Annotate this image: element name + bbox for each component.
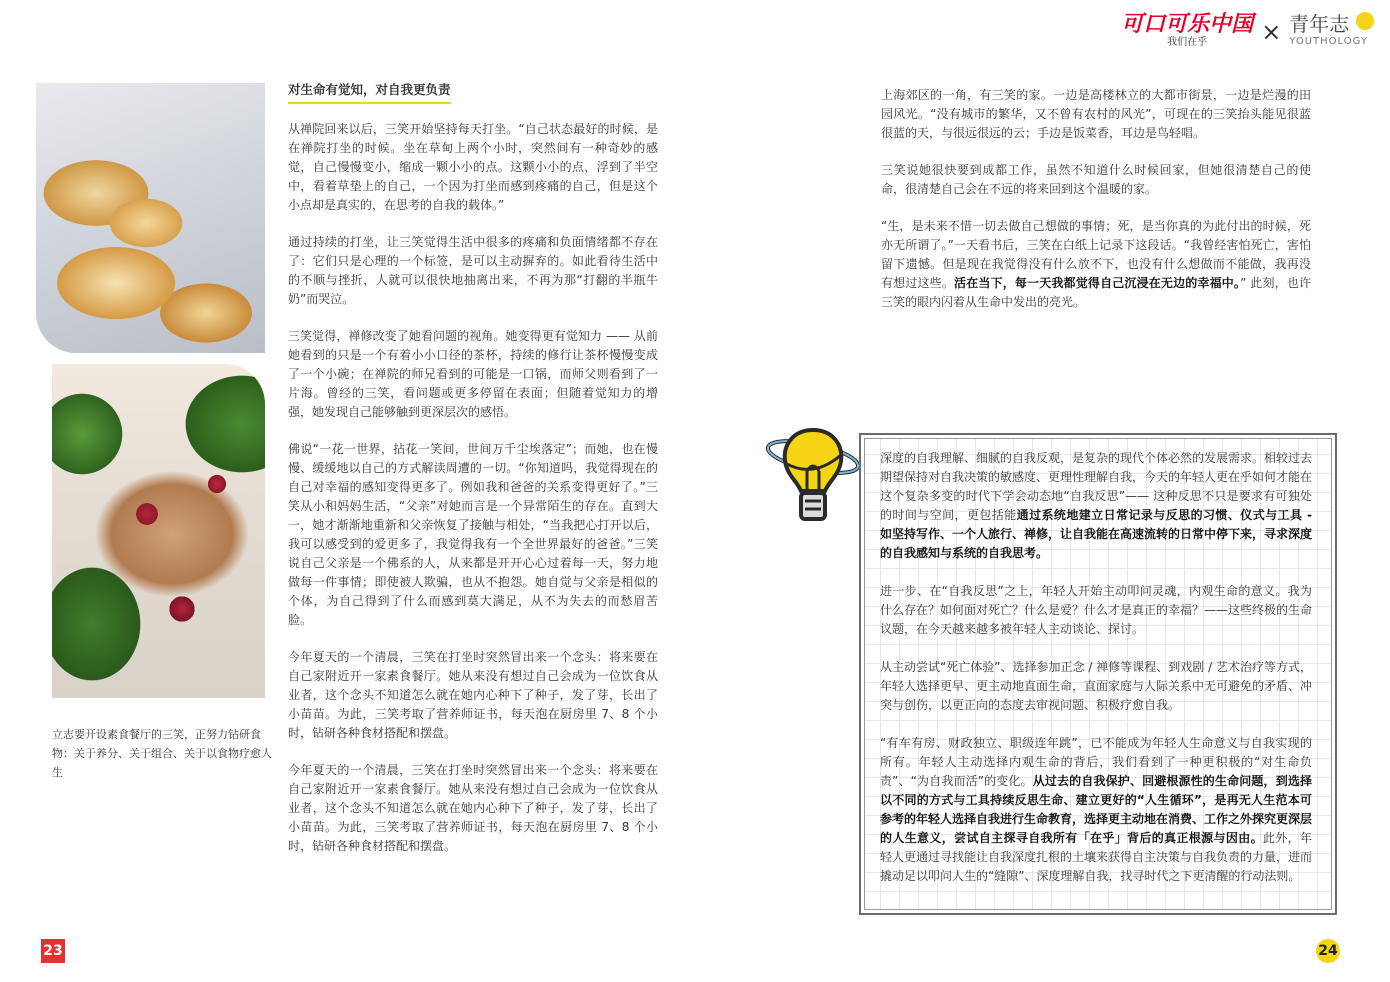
header-logos [1121, 14, 1368, 48]
coca-cola-china-logo: 可口可乐中国 我们在乎 [1121, 12, 1254, 48]
paragraph: 佛说“一花一世界，拈花一笑间，世间万千尘埃落定”；而她，也在慢慢、缓缓地以自己的方式解读周遭的一切。“你知道吗，我觉得现在的自己对幸福的感知变得更多了。例如我和爸爸的关系变得更好了。”三笑从小和妈妈生活，“父亲”对她而言是一个异常陌生的存在。直到大一，她才渐渐地重新和父亲恢复了接触与相处，“当我把心打开以后，我可以感受到的爱更多了，我觉得我有一个全世界最好的爸爸。”三笑说自己父亲是一个佛系的人，从来都是开开心心过着每一天，努力地做每一件事情；即使被人欺骗，也从不抱怨。她自觉与父亲是相似的个体，为自己得到了什么而感到莫大满足，从不为失去的而愁眉苦脸。 [288, 442, 658, 627]
paragraph: 三笑觉得，禅修改变了她看问题的视角。她变得更有觉知力 —— 从前她看到的只是一个有着小小口径的茶杯，持续的修行让茶杯慢慢变成了一个小碗；在禅院的师兄看到的可能是一口锅，而师父则看到了一片海。曾经的三笑，看问题或更多停留在表面；但随着觉知力的增强，她发现自己能够触到更深层次的感悟。 [288, 329, 658, 419]
paragraph: “有车有房、财政独立、职级连年跳”，已不能成为年轻人生命意义与自我实现的所有。年轻人主动选择内观生命的背后，我们看到了一种更积极的“对生命负责”、“为自我而活”的变化。从过去的自我保护、回避根源性的生命问题，到选择以不同的方式与工具持续反思生命、建立更好的“人生循环”，是再无人生范本可参考的年轻人选择自我进行生命教育，选择更主动地在消费、工作之外探究更深层的人生意义，尝试自主探寻自我所有「在乎」背后的真正根源与因由。此外，年轻人更通过寻找能让自我深度扎根的土壤来获得自主决策与自我负责的力量，进而撬动足以叩问人生的“缝隙”、深度理解自我，找寻时代之下更清醒的行动法则。 [880, 736, 1313, 883]
insight-box [859, 433, 1337, 915]
yellow-dot-icon [1356, 12, 1374, 30]
youthology-logo: 青年志 YOUTHOLOGY [1289, 14, 1368, 47]
toast-chips-photo [36, 83, 265, 353]
paragraph: “生，是未来不惜一切去做自己想做的事情；死，是当你真的为此付出的时候，死亦无所谓了。”一天看书后，三笑在白纸上记录下这段话。“我曾经害怕死亡，害怕留下遗憾。但是现在我觉得没有什么放不下，也没有什么想做而不能做，我再没有想过这些。活在当下，每一天我都觉得自己沉浸在无边的幸福中。” 此刻，也许三笑的眼内闪着从生命中发出的亮光。 [881, 219, 1311, 309]
insight-text [880, 449, 1312, 905]
page-number-left: 23 [41, 939, 65, 963]
paragraph: 三笑说她很快要到成都工作，虽然不知道什么时候回家，但她很清楚自己的使命，很清楚自己会在不远的将来回到这个温暖的家。 [881, 163, 1311, 196]
paragraph: 今年夏天的一个清晨，三笑在打坐时突然冒出来一个念头：将来要在自己家附近开一家素食餐厅。她从来没有想过自己会成为一位饮食从业者，这个念头不知道怎么就在她内心种下了种子，发了芽，长出了小苗苗。为此，三笑考取了营养师证书，每天泡在厨房里 7、8 个小时，钻研各种食材搭配和摆盘。 [288, 763, 658, 853]
paragraph: 从主动尝试“死亡体验”、选择参加正念 / 禅修等课程、到戏剧 / 艺术治疗等方式，年轻人选择更早、更主动地直面生命，直面家庭与人际关系中无可避免的矛盾、冲突与创伤，以更正向的态度去审视问题、积极疗愈自我。 [880, 660, 1313, 712]
paragraph: 进一步、在“自我反思”之上，年轻人开始主动叩问灵魂，内观生命的意义。我为什么存在？如何面对死亡？什么是爱？什么才是真正的幸福？——这些终极的生命议题，在今天越来越多被年轻人主动谈论、探讨。 [880, 584, 1313, 636]
lightbulb-planet-icon [763, 425, 863, 535]
section-heading: 对生命有觉知，对自我更负责 [288, 80, 451, 104]
right-article-column [881, 86, 1311, 330]
page-number-right: 24 [1316, 939, 1340, 963]
paragraph: 从禅院回来以后，三笑开始坚持每天打坐。“自己状态最好的时候，是在禅院打坐的时候。坐在草甸上两个小时，突然间有一种奇妙的感觉，自己慢慢变小，缩成一颗小小的点。这颗小小的点，浮到了半空中，看着草垫上的自己，一个因为打坐而感到疼痛的自己，但是这个小点却是真实的，在思考的自我的载体。” [288, 122, 658, 212]
paragraph: 今年夏天的一个清晨，三笑在打坐时突然冒出来一个念头：将来要在自己家附近开一家素食餐厅。她从来没有想过自己会成为一位饮食从业者，这个念头不知道怎么就在她内心种下了种子，发了芽，长出了小苗苗。为此，三笑考取了营养师证书，每天泡在厨房里 7、8 个小时，钻研各种食材搭配和摆盘。 [288, 650, 658, 740]
photo-caption: 立志要开设素食餐厅的三笑，正努力钻研食物：关于养分、关于组合、关于以食物疗愈人生 [52, 728, 272, 779]
paragraph: 通过持续的打坐，让三笑觉得生活中很多的疼痛和负面情绪都不存在了：它们只是心理的一个标签，是可以主动摒弃的。如此看待生活中的不顺与挫折，人就可以很快地抽离出来，不再为那“打翻的半瓶牛奶”而哭泣。 [288, 235, 658, 306]
paragraph: 深度的自我理解、细腻的自我反观，是复杂的现代个体必然的发展需求。相较过去期望保持对自我决策的敏感度、更理性理解自我，今天的年轻人更在乎如何才能在这个复杂多变的时代下学会动态地“自我反思”—— 这种反思不只是要求有可独处的时间与空间，更包括能通过系统地建立日常记录与反思的习惯、仪式与工具 - 如坚持写作、一个人旅行、禅修，让自我能在高速流转的日常中停下来，寻求深度的自我感知与系统的自我思考。 [880, 451, 1313, 560]
paragraph: 上海郊区的一角，有三笑的家。一边是高楼林立的大都市街景，一边是烂漫的田园风光。“没有城市的繁华，又不曾有农村的风光”，可现在的三笑抬头能见很蓝很蓝的天，与很远很远的云；手边是饭菜香，耳边是鸟轻唱。 [881, 88, 1311, 140]
left-article-column [288, 80, 658, 874]
collab-separator: × [1261, 18, 1282, 46]
quinoa-salad-photo [52, 364, 265, 698]
